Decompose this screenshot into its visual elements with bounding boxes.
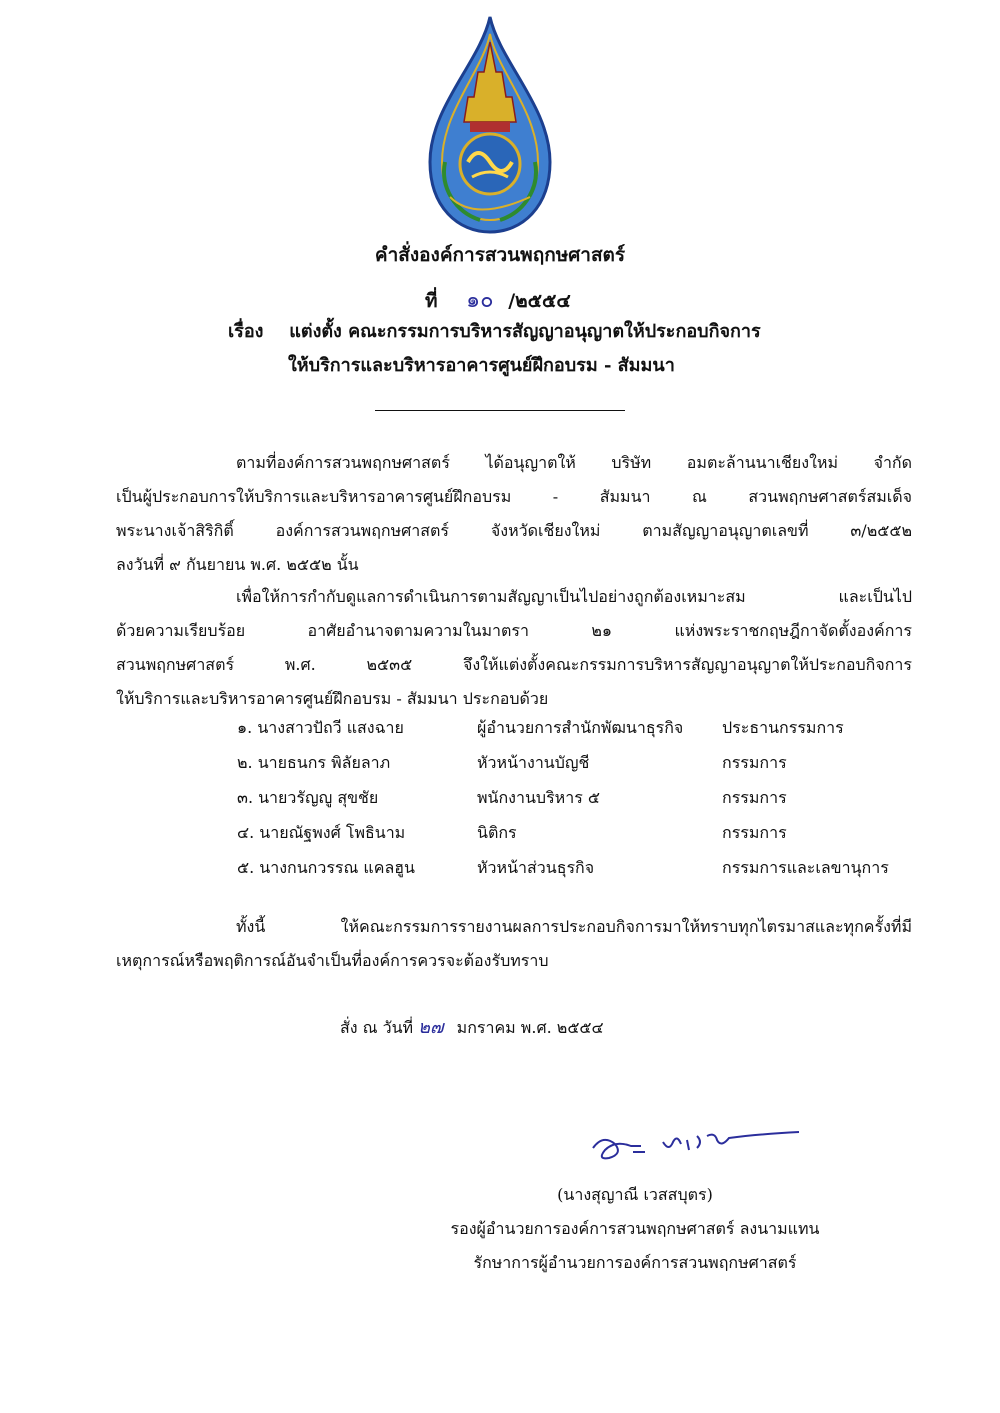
- member-role: ประธานกรรมการ: [722, 718, 844, 737]
- member-name: ๒. นายธนกร พิลัยลาภ: [237, 753, 391, 772]
- handwritten-signature: [585, 1120, 825, 1170]
- handwritten-order-number: ๑๐: [466, 288, 494, 313]
- handwritten-day: ๒๗: [418, 1017, 444, 1038]
- paragraph-1: [116, 446, 912, 582]
- paragraph-line: ตามที่องค์การสวนพฤกษศาสตร์ ได้อนุญาตให้ บริษัท อมตะล้านนาเชียงใหม่ จำกัด: [236, 453, 912, 472]
- paragraph-line: สวนพฤกษศาสตร์ พ.ศ. ๒๕๓๕ จึงให้แต่งตั้งคณะกรรมการบริหารสัญญาอนุญาตให้ประกอบกิจการ: [116, 655, 912, 674]
- paragraph-line: ให้บริการและบริหารอาคารศูนย์ฝึกอบรม - สัมมนา ประกอบด้วย: [116, 689, 549, 708]
- member-position: ผู้อำนวยการสำนักพัฒนาธุรกิจ: [477, 718, 684, 737]
- signer-name: (นางสุญาณี เวสสบุตร): [557, 1185, 713, 1204]
- member-name: ๓. นายวรัญญู สุขชัย: [237, 788, 379, 807]
- number-prefix: ที่: [425, 290, 438, 312]
- subject-line-1: [228, 316, 761, 345]
- order-date: [340, 1012, 604, 1041]
- paragraph-line: พระนางเจ้าสิริกิติ์ องค์การสวนพฤกษศาสตร์ จังหวัดเชียงใหม่ ตามสัญญาอนุญาตเลขที่ ๓/๒๕๕๒: [116, 521, 912, 540]
- signer-title-1: รองผู้อำนวยการองค์การสวนพฤกษศาสตร์ ลงนามแทน: [450, 1219, 820, 1238]
- paragraph-2: [116, 580, 912, 716]
- paragraph-3: [116, 910, 912, 978]
- number-suffix: /๒๕๕๔: [508, 290, 571, 312]
- member-role: กรรมการ: [722, 753, 787, 772]
- member-position: พนักงานบริหาร ๕: [477, 788, 600, 807]
- paragraph-line: เพื่อให้การกำกับดูแลการดำเนินการตามสัญญาเป็นไปอย่างถูกต้องเหมาะสม และเป็นไป: [236, 587, 912, 606]
- paragraph-line: ทั้งนี้ ให้คณะกรรมการรายงานผลการประกอบกิจการมาให้ทราบทุกไตรมาสและทุกครั้งที่มี: [236, 917, 912, 936]
- subject-label: เรื่อง: [228, 321, 264, 342]
- botanical-garden-logo: [410, 12, 570, 237]
- paragraph-line: เหตุการณ์หรือพฤติการณ์อันจำเป็นที่องค์การควรจะต้องรับทราบ: [116, 951, 549, 970]
- subject-line-2: ให้บริการและบริหารอาคารศูนย์ฝึกอบรม - สัมมนา: [288, 355, 675, 376]
- order-number: [425, 282, 725, 317]
- member-name: ๑. นางสาวปัถวี แสงฉาย: [237, 718, 404, 737]
- member-name: ๕. นางกนกวรรณ แคลฮูน: [237, 858, 415, 877]
- signature-block: [420, 1178, 850, 1280]
- member-position: หัวหน้าส่วนธุรกิจ: [477, 858, 595, 877]
- subject-text-1: แต่งตั้ง คณะกรรมการบริหารสัญญาอนุญาตให้ประกอบกิจการ: [289, 321, 761, 342]
- paragraph-line: ด้วยความเรียบร้อย อาศัยอำนาจตามความในมาตรา ๒๑ แห่งพระราชกฤษฎีกาจัดตั้งองค์การ: [116, 621, 912, 640]
- date-month-year: มกราคม พ.ศ. ๒๕๕๔: [456, 1018, 604, 1037]
- member-role: กรรมการ: [722, 788, 787, 807]
- paragraph-line: ลงวันที่ ๙ กันยายน พ.ศ. ๒๕๕๒ นั้น: [116, 555, 359, 574]
- member-role: กรรมการ: [722, 823, 787, 842]
- member-position: นิติกร: [477, 823, 517, 842]
- paragraph-line: เป็นผู้ประกอบการให้บริการและบริหารอาคารศูนย์ฝึกอบรม - สัมมนา ณ สวนพฤกษศาสตร์สมเด็จ: [116, 487, 912, 506]
- signer-title-2: รักษาการผู้อำนวยการองค์การสวนพฤกษศาสตร์: [473, 1253, 797, 1272]
- member-name: ๔. นายณัฐพงศ์ โพธินาม: [237, 823, 406, 842]
- order-title: คำสั่งองค์การสวนพฤกษศาสตร์: [374, 244, 626, 266]
- divider-line: [375, 410, 625, 411]
- member-position: หัวหน้างานบัญชี: [477, 753, 590, 772]
- date-prefix: สั่ง ณ วันที่: [340, 1018, 414, 1037]
- member-role: กรรมการและเลขานุการ: [722, 858, 889, 877]
